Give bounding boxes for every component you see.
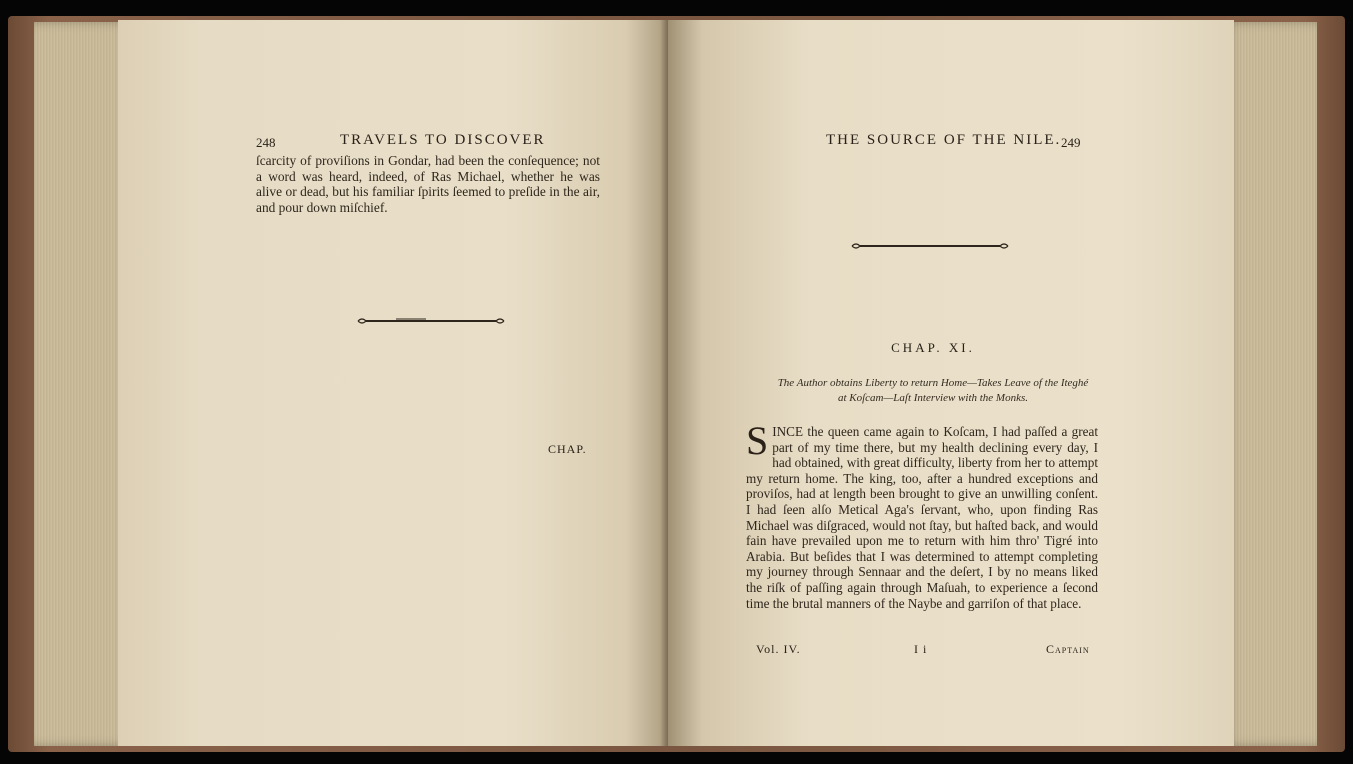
right-running-head: THE SOURCE OF THE NILE. xyxy=(826,132,1062,148)
right-page-edges xyxy=(1225,22,1317,746)
signature-mark: I i xyxy=(914,642,928,656)
right-page-number: 249 xyxy=(1061,135,1081,150)
left-page xyxy=(118,20,670,746)
chapter-summary-line-1: The Author obtains Liberty to return Home—Takes Leave of the Iteghé xyxy=(777,377,1089,389)
chapter-summary xyxy=(748,376,1118,406)
left-page-number: 248 xyxy=(256,135,276,150)
volume-number: Vol. IV. xyxy=(756,642,801,656)
left-page-edges xyxy=(34,22,130,746)
right-page xyxy=(668,20,1234,746)
chapter-heading: CHAP. XI. xyxy=(891,340,975,355)
left-ornamental-rule xyxy=(356,317,506,323)
drop-cap: S xyxy=(746,418,769,463)
right-paragraph: S INCE the queen came again to Koſcam, I had paſſed a great part of my time there, but my health declining every day, I had obtained, with great difficulty, liberty from her to attempt my return home. The king, too, after a hundred exceptions and proviſos, had at length been brought to give an unwilling conſent. I had ſeen alſo Metical Aga's ſervant, who, upon finding Ras Michael was diſgraced, would not ſtay, but haſted back, and would fain have prevailed upon me to return with him thro' Tigré into Arabia. But beſides that I was determined to attempt completing my journey through Sennaar and the deſert, I by no means liked the riſk of paſſing again through Maſuah, to experience a ſecond time the brutal manners of the Naybe and garriſon of that place. xyxy=(746,418,1098,611)
left-catchword: CHAP. xyxy=(548,442,587,456)
left-paragraph: ſcarcity of proviſions in Gondar, had been the conſequence; not a word was heard, indeed, of Ras Michael, whether he was alive or dead, but his familiar ſpirits ſeemed to preſide in the air, and pour down miſchief. xyxy=(256,153,600,215)
left-running-head: TRAVELS TO DISCOVER xyxy=(340,132,546,148)
chapter-summary-line-2: at Koſcam—Laſt Interview with the Monks. xyxy=(837,392,1029,404)
right-catchword: Captain xyxy=(1046,642,1090,656)
right-ornamental-rule xyxy=(850,242,1010,248)
